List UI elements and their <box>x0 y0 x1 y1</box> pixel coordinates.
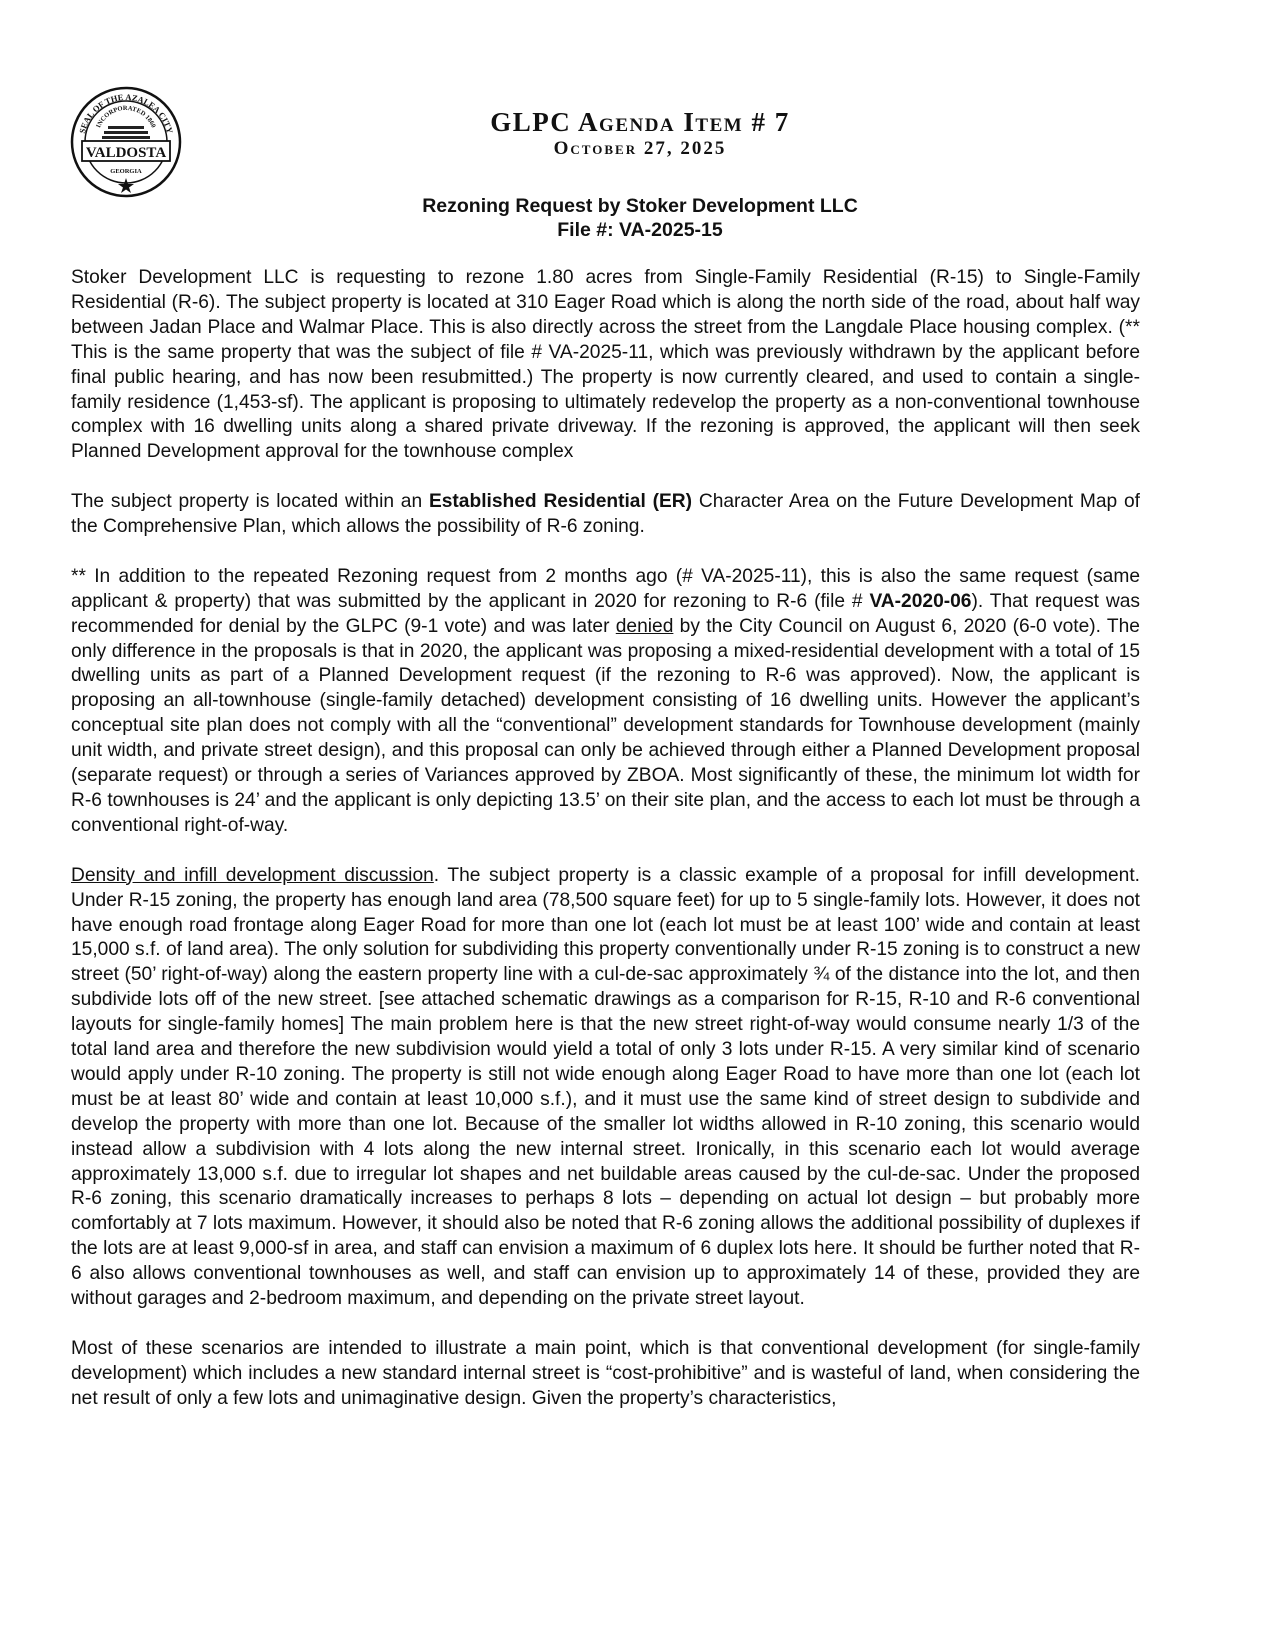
paragraph-conclusion: Most of these scenarios are intended to illustrate a main point, which is that conventional development (for single-family development) which includes a new standard internal street is “cost-prohibitive” and is wasteful of land, when considering the net result of only a few lots and unimaginative design. Given the property’s characteristics, <box>71 1337 1140 1409</box>
agenda-header <box>300 106 980 160</box>
svg-text:GEORGIA: GEORGIA <box>110 168 142 175</box>
request-subheading <box>300 194 980 242</box>
paragraph-request-summary: Stoker Development LLC is requesting to rezone 1.80 acres from Single-Family Residential (R-15) to Single-Family Residential (R-6). The subject property is located at 310 Eager Road which is along the north side of the road, about half way between Jadan Place and Walmar Place. This is also directly across the street from the Langdale Place housing complex. (** This is the same property that was the subject of file # VA-2025-11, which was previously withdrawn by the applicant before final public hearing, and has now been resubmitted.) The property is now currently cleared, and used to contain a single-family residence (1,453-sf). The applicant is proposing to ultimately redevelop the property as a non-conventional townhouse complex with 16 dwelling units along a shared private driveway. If the rezoning is approved, the applicant will then seek Planned Development approval for the townhouse complex <box>71 267 1140 463</box>
text-run: The subject property is located within an <box>71 491 429 513</box>
text-run: ** In addition to the repeated Rezoning request from 2 months ago (# VA-2025-11), this is also the same request (same applicant & property) that was submitted by the applicant in 2020 for rezoning to R-6 (file # <box>71 565 1140 612</box>
svg-text:INCORPORATED 1860: INCORPORATED 1860 <box>95 104 157 129</box>
paragraph-character-area <box>71 490 1140 540</box>
section-heading-density: Density and infill development discussion <box>71 864 434 886</box>
prior-file-number: VA-2020-06 <box>869 590 972 612</box>
svg-text:SEAL OF THE AZALEA CITY: SEAL OF THE AZALEA CITY <box>76 91 176 135</box>
city-seal-icon <box>70 86 182 198</box>
request-title: Rezoning Request by Stoker Development LLC <box>422 195 858 217</box>
agenda-date: October 27, 2025 <box>553 138 727 159</box>
denied-emphasis: denied <box>615 615 674 637</box>
file-number: File #: VA-2025-15 <box>557 219 723 241</box>
text-run: by the City Council on August 6, 2020 (6-0 vote). The only difference in the proposals is that in 2020, the applicant was proposing a mixed-residential development with a total of 15 dwelling units as part of a Planned Development request (if the rezoning to R-6 was approved). Now, the applicant is proposing an all-townhouse (single-family detached) development consisting of 16 dwelling units. However the applicant’s conceptual site plan does not comply with all the “conventional” development standards for Townhouse development (mainly unit width, and private street design), and this proposal can only be achieved through either a Planned Development proposal (separate request) or through a series of Variances approved by ZBOA. Most significantly of these, the minimum lot width for R-6 townhouses is 24’ and the applicant is only depicting 13.5’ on their site plan, and the access to each lot must be through a conventional right-of-way. <box>71 615 1140 836</box>
text-run: Character Area on the Future Development Map of the Comprehensive Plan, which allows the possibility of R-6 zoning. <box>71 491 1140 538</box>
svg-text:VALDOSTA: VALDOSTA <box>85 145 167 161</box>
text-run: . The subject property is a classic example of a proposal for infill development. Under R-15 zoning, the property has enough land area (78,500 square feet) for up to 5 single-family lots. However, it does not have enough road frontage along Eager Road for more than one lot (each lot must be at least 100’ wide and contain at least 15,000 s.f. of land area). The only solution for subdividing this property conventionally under R-15 zoning is to construct a new street (50’ right-of-way) along the eastern property line with a cul-de-sac approximately ¾ of the distance into the lot, and then subdivide lots off of the new street. [see attached schematic drawings as a comparison for R-15, R-10 and R-6 conventional layouts for single-family homes] The main problem here is that the new street right-of-way would consume nearly 1/3 of the total land area and therefore the new subdivision would yield a total of only 3 lots under R-15. A very similar kind of scenario would apply under R-10 zoning. The property is still not wide enough along Eager Road to have more than one lot (each lot must be at least 80’ wide and contain at least 10,000 s.f.), and it must use the same kind of street design to subdivide and develop the property with more than one lot. Because of the smaller lot widths allowed in R-10 zoning, this scenario would instead allow a subdivision with 4 lots along the new internal street. Ironically, in this scenario each lot would average approximately 13,000 s.f. due to irregular lot shapes and net buildable areas caused by the cul-de-sac. Under the proposed R-6 zoning, this scenario dramatically increases to perhaps 8 lots – depending on actual lot design – but probably more comfortably at 7 lots maximum. However, it should also be noted that R-6 zoning allows the additional possibility of duplexes if the lots are at least 9,000-sf in area, and staff can envision a maximum of 6 duplex lots here. It should be further noted that R-6 also allows conventional townhouses as well, and staff can envision up to approximately 14 of these, provided they are without garages and 2-bedroom maximum, and depending on the private street layout. <box>71 864 1141 1310</box>
paragraph-prior-requests <box>71 565 1140 839</box>
character-area-emphasis: Established Residential (ER) <box>428 491 693 513</box>
agenda-title: GLPC Agenda Item # 7 <box>490 107 790 137</box>
paragraph-density-discussion <box>71 864 1140 1312</box>
text-run: ). That request was recommended for denial by the GLPC (9-1 vote) and was later <box>71 590 1140 637</box>
document-body <box>71 266 1140 1437</box>
